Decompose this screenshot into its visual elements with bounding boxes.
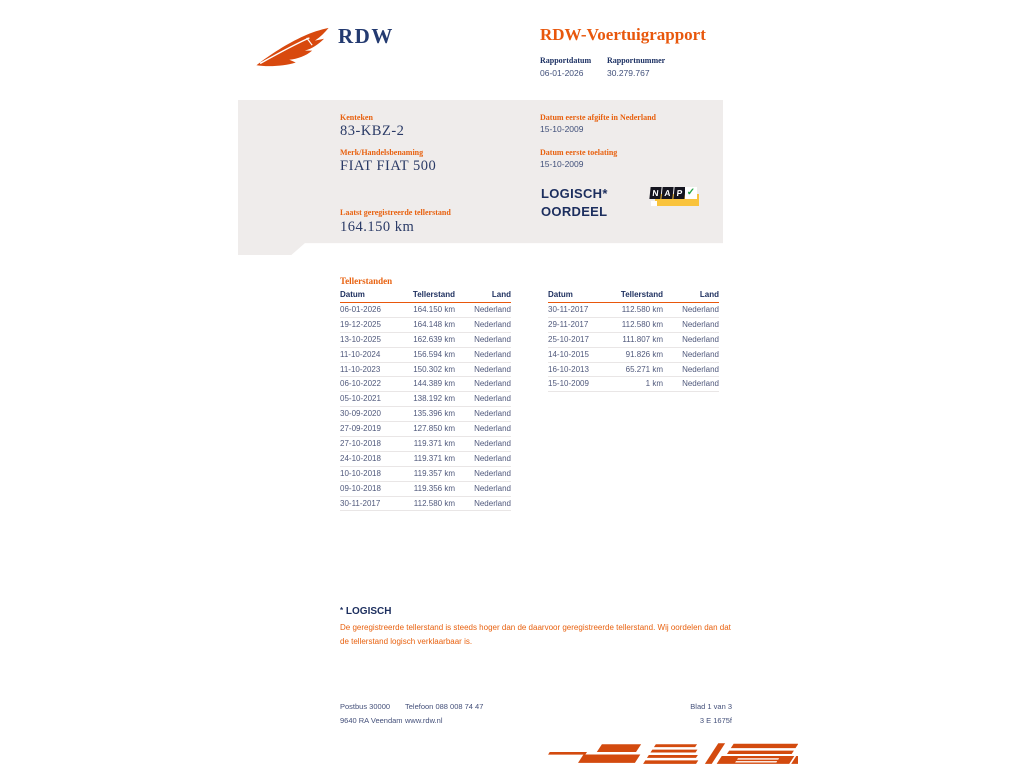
- nap-letter-n: N: [649, 187, 661, 199]
- table-cell: Nederland: [474, 483, 511, 493]
- oordeel-line2: OORDEEL: [541, 204, 608, 219]
- table-cell: 10-10-2018: [340, 468, 381, 478]
- table-cell: 65.271 km: [625, 364, 663, 374]
- column-header-land: Land: [699, 290, 719, 299]
- table-cell: Nederland: [474, 379, 511, 389]
- table-cell: 91.826 km: [625, 349, 663, 359]
- table-cell: Nederland: [682, 319, 719, 329]
- table-cell: 11-10-2023: [340, 364, 381, 374]
- tellerstand-value: 164.150 km: [340, 219, 415, 235]
- table-row: [340, 437, 511, 452]
- page-title: RDW-Voertuigrapport: [540, 25, 706, 44]
- table-cell: 144.389 km: [413, 379, 455, 389]
- odometer-table-left: [340, 290, 511, 511]
- table-row: [340, 377, 511, 392]
- table-row: [340, 318, 511, 333]
- decorative-stripes-graphic: [543, 741, 798, 768]
- table-cell: 30-11-2017: [340, 498, 381, 508]
- table-cell: Nederland: [474, 364, 511, 374]
- table-cell: Nederland: [682, 364, 719, 374]
- report-date-value: 06-01-2026: [540, 68, 584, 78]
- table-cell: 135.396 km: [413, 409, 455, 419]
- report-number-block: [607, 56, 665, 78]
- table-row: [340, 348, 511, 363]
- table-cell: 127.850 km: [413, 424, 455, 434]
- footer-address-line1: Postbus 30000: [340, 702, 391, 711]
- footer-address-line2: 9640 RA Veendam: [340, 716, 403, 725]
- table-header-row: [548, 290, 719, 303]
- table-row: [340, 467, 511, 482]
- table-row: [340, 363, 511, 378]
- table-row: [548, 303, 719, 318]
- table-cell: Nederland: [474, 453, 511, 463]
- table-cell: Nederland: [474, 468, 511, 478]
- table-cell: 14-10-2015: [548, 349, 589, 359]
- table-cell: 09-10-2018: [340, 483, 381, 493]
- report-number-value: 30.279.767: [607, 68, 650, 78]
- table-row: [340, 333, 511, 348]
- column-header-datum: Datum: [548, 290, 573, 299]
- table-cell: Nederland: [474, 394, 511, 404]
- footnote-asterisk: *: [340, 606, 344, 615]
- table-cell: 15-10-2009: [548, 379, 589, 389]
- kenteken-value: 83-KBZ-2: [340, 123, 405, 139]
- table-cell: 150.302 km: [413, 364, 455, 374]
- table-cell: Nederland: [682, 305, 719, 314]
- table-cell: 138.192 km: [413, 394, 455, 404]
- column-header-tellerstand: Tellerstand: [620, 290, 663, 299]
- table-cell: Nederland: [474, 439, 511, 449]
- table-cell: 119.357 km: [413, 468, 455, 478]
- table-cell: 27-10-2018: [340, 439, 381, 449]
- nap-letter-a: A: [661, 187, 673, 199]
- table-cell: Nederland: [474, 498, 511, 508]
- column-header-tellerstand: Tellerstand: [412, 290, 455, 299]
- rdw-wordmark: RDW: [338, 24, 394, 48]
- table-row: [340, 303, 511, 318]
- toelating-value: 15-10-2009: [540, 159, 584, 169]
- table-row: [340, 422, 511, 437]
- report-date-block: [540, 56, 591, 78]
- nap-logo: [650, 186, 700, 210]
- table-row: [548, 377, 719, 392]
- vehicle-info-panel: [238, 100, 723, 255]
- table-cell: 156.594 km: [413, 349, 455, 359]
- table-row: [548, 363, 719, 378]
- table-cell: 24-10-2018: [340, 453, 381, 463]
- table-cell: Nederland: [682, 379, 719, 389]
- nap-notch: [651, 201, 657, 206]
- afgifte-label: Datum eerste afgifte in Nederland: [540, 113, 656, 122]
- afgifte-value: 15-10-2009: [540, 124, 584, 134]
- column-header-land: Land: [491, 290, 511, 299]
- table-cell: 11-10-2024: [340, 349, 381, 359]
- toelating-label: Datum eerste toelating: [540, 148, 618, 157]
- odometer-table-right: [548, 290, 719, 392]
- table-cell: Nederland: [682, 349, 719, 359]
- table-cell: Nederland: [474, 334, 511, 344]
- tables-heading: Tellerstanden: [340, 276, 393, 286]
- rdw-feather-logo-icon: [253, 26, 333, 68]
- table-cell: Nederland: [474, 319, 511, 329]
- table-row: [340, 497, 511, 512]
- table-row: [340, 407, 511, 422]
- table-cell: 06-10-2022: [340, 379, 381, 389]
- table-cell: 119.356 km: [413, 483, 455, 493]
- table-header-row: [340, 290, 511, 303]
- nap-check-icon: ✓: [686, 187, 696, 198]
- footer-website: www.rdw.nl: [405, 716, 443, 725]
- table-cell: Nederland: [682, 334, 719, 344]
- table-cell: 16-10-2013: [548, 364, 589, 374]
- oordeel-line1: LOGISCH*: [541, 186, 608, 201]
- table-cell: 119.371 km: [413, 439, 455, 449]
- column-header-datum: Datum: [340, 290, 365, 299]
- table-cell: 112.580 km: [413, 498, 455, 508]
- table-row: [340, 392, 511, 407]
- table-row: [340, 452, 511, 467]
- table-cell: Nederland: [474, 409, 511, 419]
- footer-phone: Telefoon 088 008 74 47: [405, 702, 484, 711]
- table-cell: 30-09-2020: [340, 409, 381, 419]
- footer-page-number: Blad 1 van 3: [690, 702, 732, 711]
- table-cell: 19-12-2025: [340, 319, 381, 329]
- table-cell: 164.148 km: [413, 319, 455, 329]
- footnote-title-text: LOGISCH: [345, 606, 392, 617]
- table-cell: 29-11-2017: [548, 319, 589, 329]
- table-cell: 27-09-2019: [340, 424, 381, 434]
- tellerstand-label: Laatst geregistreerde tellerstand: [340, 208, 451, 217]
- table-cell: Nederland: [474, 424, 511, 434]
- table-row: [548, 333, 719, 348]
- table-cell: Nederland: [474, 305, 511, 314]
- nap-letter-p: P: [673, 187, 685, 199]
- table-cell: 162.639 km: [413, 334, 455, 344]
- table-cell: 1 km: [645, 379, 663, 389]
- report-date-label: Rapportdatum: [540, 56, 592, 65]
- merk-value: FIAT FIAT 500: [340, 158, 437, 174]
- kenteken-label: Kenteken: [340, 113, 373, 122]
- table-row: [340, 482, 511, 497]
- table-cell: 06-01-2026: [340, 305, 381, 314]
- table-cell: 112.580 km: [621, 319, 663, 329]
- table-cell: 13-10-2025: [340, 334, 381, 344]
- footer-form-code: 3 E 1675f: [699, 716, 732, 725]
- table-row: [548, 318, 719, 333]
- table-cell: 25-10-2017: [548, 334, 589, 344]
- table-cell: Nederland: [474, 349, 511, 359]
- footnote-title: [340, 606, 391, 617]
- footnote-text: De geregistreerde tellerstand is steeds hoger dan de daarvoor geregistreerde tellerstand. Wij oordelen dan dat de tellerstand logisch verklaarbaar is.: [340, 623, 731, 646]
- table-cell: 119.371 km: [413, 453, 455, 463]
- table-cell: 164.150 km: [413, 305, 455, 314]
- table-cell: 30-11-2017: [548, 305, 589, 314]
- table-cell: 111.807 km: [622, 334, 663, 344]
- report-number-label: Rapportnummer: [607, 56, 666, 65]
- table-cell: 112.580 km: [621, 305, 663, 314]
- merk-label: Merk/Handelsbenaming: [340, 148, 424, 157]
- table-row: [548, 348, 719, 363]
- table-cell: 05-10-2021: [340, 394, 381, 404]
